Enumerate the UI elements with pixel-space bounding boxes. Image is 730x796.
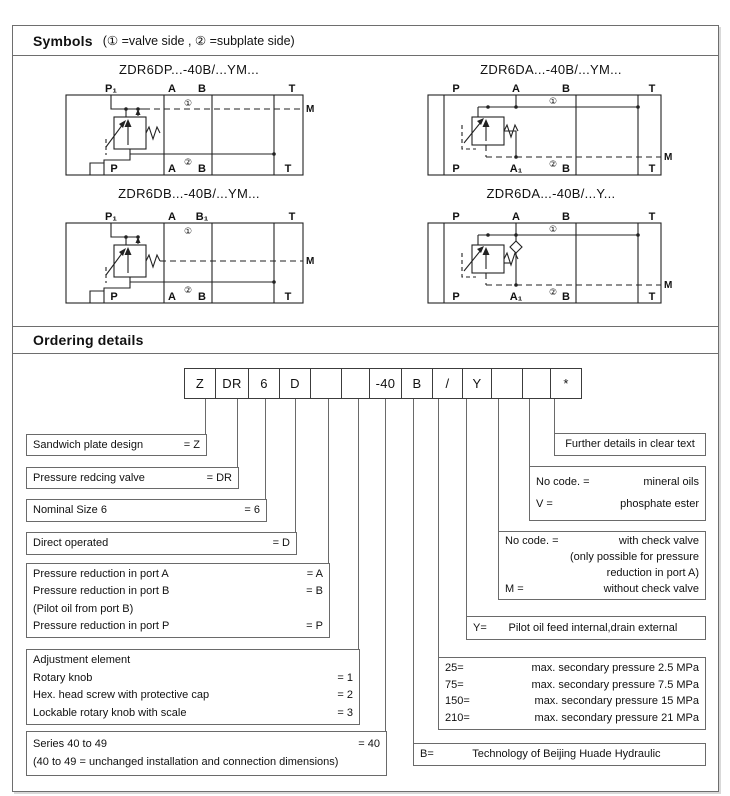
symbols-section-header — [13, 26, 718, 56]
adjustment-arrow-icon — [477, 246, 484, 253]
subplate-port-step — [90, 291, 104, 303]
option-text: phosphate ester — [620, 498, 699, 510]
port-label-bottom-t: T — [648, 291, 656, 303]
port-label-top-b: B — [562, 83, 570, 95]
connector-line — [554, 399, 555, 433]
ordering-box-nominal-size — [26, 499, 267, 522]
subplate-side-mark: ② — [183, 157, 193, 167]
port-label-bottom-p: P — [452, 163, 460, 175]
code-cell-fluid — [522, 368, 551, 399]
port-label-top-p: P — [452, 83, 460, 95]
option-label: Nominal Size 6 — [33, 504, 107, 516]
ordering-details-header — [13, 326, 718, 354]
symbols-note: (① =valve side , ② =subplate side) — [102, 34, 295, 48]
connector-line — [265, 399, 266, 499]
ordering-box-sandwich-plate — [26, 434, 207, 456]
option-code: M = — [505, 583, 524, 595]
option-code: = A — [306, 568, 323, 581]
ordering-box-pilot-oil — [466, 616, 706, 640]
ordering-box-technology — [413, 743, 706, 766]
subplate-side-mark: ② — [548, 159, 558, 169]
measurement-port-label: M — [664, 280, 673, 291]
hydraulic-symbol-diagram-zdr6dp — [54, 83, 324, 183]
connector-line — [438, 399, 439, 657]
connector-line — [498, 399, 499, 531]
port-label-bottom-t: T — [284, 291, 292, 303]
port-label-bottom-p: P — [452, 291, 460, 303]
hydraulic-symbol-diagram-zdr6db — [54, 211, 324, 311]
code-cell-port — [310, 368, 342, 399]
port-label-bottom-p: P — [110, 291, 118, 303]
port-label-top-t: T — [648, 83, 656, 95]
connector-line — [358, 399, 359, 649]
code-cell-series: -40 — [369, 368, 402, 399]
valve-side-mark: ① — [183, 98, 193, 108]
option-code: = 1 — [337, 671, 353, 684]
port-label-top-t: T — [288, 83, 296, 95]
spring-icon — [146, 255, 160, 267]
port-label-top-p1: P₁ — [105, 83, 117, 95]
port-label-top-b: B — [198, 83, 206, 95]
option-text: (only possible for pressure — [569, 551, 699, 563]
measurement-port-label: M — [306, 104, 315, 115]
code-cell-z: Z — [184, 368, 216, 399]
port-label-bottom-b: B — [198, 163, 206, 175]
ordering-box-adjustment-element — [26, 649, 360, 725]
port-label-bottom-a1: A₁ — [509, 291, 523, 303]
code-cell-check — [491, 368, 523, 399]
code-cell-y: Y — [462, 368, 492, 399]
ordering-box-valve-type — [26, 467, 239, 489]
code-cell-pressure: / — [432, 368, 463, 399]
option-text: without check valve — [603, 583, 699, 595]
connector-line — [529, 399, 530, 466]
code-cell-b: B — [401, 368, 433, 399]
connector-line — [237, 399, 238, 467]
option-code: = Z — [183, 438, 200, 451]
port-label-top-t: T — [288, 211, 296, 223]
option-text: Technology of Beijing Huade Hydraulic — [472, 748, 661, 760]
port-label-bottom-a1: A₁ — [509, 163, 523, 175]
port-label-bottom-b: B — [562, 163, 570, 175]
port-label-top-b1: B₁ — [195, 211, 209, 223]
option-code: 25= — [445, 661, 464, 674]
option-text: max. secondary pressure 21 MPa — [534, 712, 699, 725]
connector-line — [413, 399, 414, 743]
option-code: 150= — [445, 695, 470, 708]
code-cell-d: D — [279, 368, 311, 399]
option-code: = 40 — [358, 737, 380, 750]
option-code: = DR — [206, 471, 232, 484]
port-label-bottom-t: T — [284, 163, 292, 175]
subplate-side-mark: ② — [548, 287, 558, 297]
option-code: 75= — [445, 678, 464, 691]
option-code: No code. = — [536, 476, 590, 488]
port-label-top-p: P — [452, 211, 460, 223]
option-label: Direct operated — [33, 537, 109, 549]
code-cell-6: 6 — [248, 368, 280, 399]
datasheet-page — [12, 25, 719, 792]
port-label-bottom-b: B — [562, 291, 570, 303]
ordering-box-series — [26, 731, 387, 776]
option-label: Sandwich plate design — [33, 438, 144, 451]
option-text: max. secondary pressure 2.5 MPa — [531, 661, 699, 674]
option-text: mineral oils — [643, 476, 699, 488]
ordering-box-secondary-pressure — [438, 657, 706, 730]
option-label: Series 40 to 49 — [33, 737, 107, 750]
diagram-title-zdr6da-ym: ZDR6DA...-40B/...YM... — [480, 62, 622, 77]
option-code: Y= — [473, 621, 487, 634]
valve-side-mark: ① — [183, 226, 193, 236]
option-code: = 2 — [337, 689, 353, 702]
pressure-reducing-valve-symbol — [106, 245, 160, 283]
ordering-title: Ordering details — [33, 332, 144, 348]
port-label-top-a: A — [512, 211, 520, 223]
option-code: No code. = — [505, 535, 559, 547]
measurement-port-label: M — [664, 152, 673, 163]
option-label: Pressure reduction in port P — [33, 619, 170, 632]
port-label-bottom-a: A — [168, 163, 176, 175]
port-label-top-t: T — [648, 211, 656, 223]
ordering-box-check-valve-option — [498, 531, 706, 600]
valve-side-mark: ① — [548, 224, 558, 234]
option-label: Pressure reduction in port A — [33, 568, 169, 581]
option-code: 210= — [445, 712, 470, 725]
port-label-top-p1: P₁ — [105, 211, 117, 223]
measurement-port-label: M — [306, 256, 315, 267]
option-code: B= — [420, 748, 434, 760]
subplate-port-step — [90, 163, 104, 175]
option-code: = P — [306, 619, 323, 632]
option-text: Further details in clear text — [565, 438, 695, 450]
ordering-box-direct-operated — [26, 532, 297, 555]
pressure-reducing-valve-symbol — [106, 117, 160, 155]
port-label-bottom-a: A — [168, 291, 176, 303]
ordering-box-fluid-type — [529, 466, 706, 521]
option-label: (40 to 49 = unchanged installation and connection dimensions) — [33, 756, 339, 769]
code-cell-star: * — [550, 368, 582, 399]
pressure-reducing-valve-symbol — [462, 245, 518, 277]
ordering-box-pressure-reduction-port — [26, 563, 330, 638]
diagram-title-zdr6db: ZDR6DB...-40B/...YM... — [118, 186, 260, 201]
option-label: Pressure redcing valve — [33, 471, 145, 484]
pressure-reducing-valve-symbol — [462, 117, 518, 149]
option-label: Pressure reduction in port B — [33, 585, 170, 598]
adjustment-arrow-icon — [477, 118, 484, 125]
port-label-top-a: A — [512, 83, 520, 95]
hydraulic-symbol-diagram-zdr6da-ym — [416, 83, 686, 183]
option-code: V = — [536, 498, 553, 510]
option-label: Rotary knob — [33, 671, 93, 684]
spring-icon — [146, 127, 160, 139]
port-label-bottom-b: B — [198, 291, 206, 303]
option-text: with check valve — [618, 535, 699, 547]
option-text: reduction in port A) — [606, 567, 699, 579]
option-code: = 3 — [337, 706, 353, 719]
check-valve-icon — [510, 241, 522, 253]
diagram-title-zdr6dp: ZDR6DP...-40B/...YM... — [118, 62, 259, 77]
code-cell-dr: DR — [215, 368, 249, 399]
option-label: Hex. head screw with protective cap — [33, 689, 210, 702]
option-label: (Pilot oil from port B) — [33, 602, 134, 615]
connector-line — [295, 399, 296, 532]
connector-line — [466, 399, 467, 616]
symbols-title: Symbols — [33, 32, 93, 49]
subplate-side-mark: ② — [183, 285, 193, 295]
port-label-bottom-p: P — [110, 163, 118, 175]
connector-line — [205, 399, 206, 434]
port-label-top-a: A — [168, 211, 176, 223]
option-text: max. secondary pressure 15 MPa — [534, 695, 699, 708]
port-label-bottom-t: T — [648, 163, 656, 175]
option-label: Adjustment element — [33, 654, 131, 667]
option-code: = B — [306, 585, 323, 598]
option-code: = 6 — [244, 504, 260, 516]
ordering-box-further-details — [554, 433, 706, 456]
connector-line — [328, 399, 329, 563]
hydraulic-symbol-diagram-zdr6da-y — [416, 211, 686, 311]
ordering-code-row — [184, 368, 581, 399]
option-label: Lockable rotary knob with scale — [33, 706, 187, 719]
port-label-top-b: B — [562, 211, 570, 223]
valve-side-mark: ① — [548, 96, 558, 106]
code-cell-adjust — [341, 368, 370, 399]
connector-line — [385, 399, 386, 731]
option-code: = D — [272, 537, 290, 549]
diagram-title-zdr6da-y: ZDR6DA...-40B/...Y... — [486, 186, 616, 201]
port-label-top-a: A — [168, 83, 176, 95]
option-text: max. secondary pressure 7.5 MPa — [531, 678, 699, 691]
option-text: Pilot oil feed internal,drain external — [508, 621, 678, 634]
